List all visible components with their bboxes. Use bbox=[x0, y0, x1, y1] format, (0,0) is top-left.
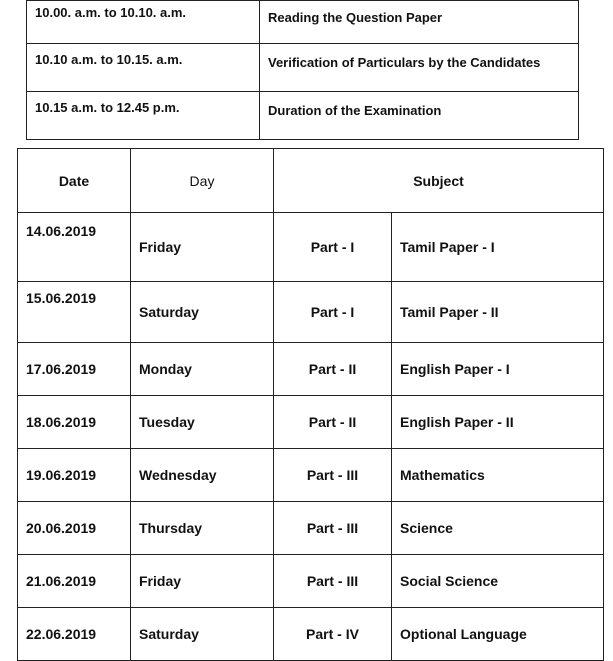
exam-date: 17.06.2019 bbox=[18, 343, 131, 396]
table-row bbox=[18, 213, 604, 282]
timing-row bbox=[27, 92, 579, 140]
exam-day: Saturday bbox=[131, 282, 274, 343]
timing-time: 10.10 a.m. to 10.15. a.m. bbox=[27, 44, 260, 92]
table-row bbox=[18, 449, 604, 502]
table-row bbox=[18, 608, 604, 661]
exam-day: Friday bbox=[131, 555, 274, 608]
exam-date: 19.06.2019 bbox=[18, 449, 131, 502]
exam-day: Monday bbox=[131, 343, 274, 396]
exam-part: Part - III bbox=[274, 502, 392, 555]
table-row bbox=[18, 555, 604, 608]
exam-subject: English Paper - II bbox=[392, 396, 604, 449]
exam-day: Saturday bbox=[131, 608, 274, 661]
timing-row bbox=[27, 1, 579, 44]
timing-activity: Duration of the Examination bbox=[260, 92, 579, 140]
exam-part: Part - II bbox=[274, 343, 392, 396]
exam-schedule-table bbox=[17, 148, 604, 661]
exam-part: Part - II bbox=[274, 396, 392, 449]
timing-activity: Verification of Particulars by the Candidates bbox=[260, 44, 579, 92]
timing-time: 10.00. a.m. to 10.10. a.m. bbox=[27, 1, 260, 44]
exam-part: Part - I bbox=[274, 213, 392, 282]
exam-date: 18.06.2019 bbox=[18, 396, 131, 449]
exam-day: Thursday bbox=[131, 502, 274, 555]
timing-table bbox=[26, 0, 579, 140]
exam-subject: Tamil Paper - II bbox=[392, 282, 604, 343]
exam-subject: Optional Language bbox=[392, 608, 604, 661]
exam-subject: Social Science bbox=[392, 555, 604, 608]
header-subject: Subject bbox=[274, 149, 604, 213]
timing-activity: Reading the Question Paper bbox=[260, 1, 579, 44]
header-date: Date bbox=[18, 149, 131, 213]
exam-day: Tuesday bbox=[131, 396, 274, 449]
exam-subject: Mathematics bbox=[392, 449, 604, 502]
table-row bbox=[18, 396, 604, 449]
exam-date: 21.06.2019 bbox=[18, 555, 131, 608]
table-row bbox=[18, 282, 604, 343]
exam-day: Friday bbox=[131, 213, 274, 282]
header-day: Day bbox=[131, 149, 274, 213]
exam-part: Part - I bbox=[274, 282, 392, 343]
exam-subject: English Paper - I bbox=[392, 343, 604, 396]
exam-part: Part - III bbox=[274, 555, 392, 608]
exam-date: 22.06.2019 bbox=[18, 608, 131, 661]
table-header-row bbox=[18, 149, 604, 213]
exam-day: Wednesday bbox=[131, 449, 274, 502]
exam-date: 14.06.2019 bbox=[18, 213, 131, 282]
timing-time: 10.15 a.m. to 12.45 p.m. bbox=[27, 92, 260, 140]
timing-row bbox=[27, 44, 579, 92]
exam-subject: Tamil Paper - I bbox=[392, 213, 604, 282]
table-row bbox=[18, 343, 604, 396]
table-row bbox=[18, 502, 604, 555]
exam-part: Part - III bbox=[274, 449, 392, 502]
exam-date: 20.06.2019 bbox=[18, 502, 131, 555]
exam-date: 15.06.2019 bbox=[18, 282, 131, 343]
exam-subject: Science bbox=[392, 502, 604, 555]
exam-part: Part - IV bbox=[274, 608, 392, 661]
